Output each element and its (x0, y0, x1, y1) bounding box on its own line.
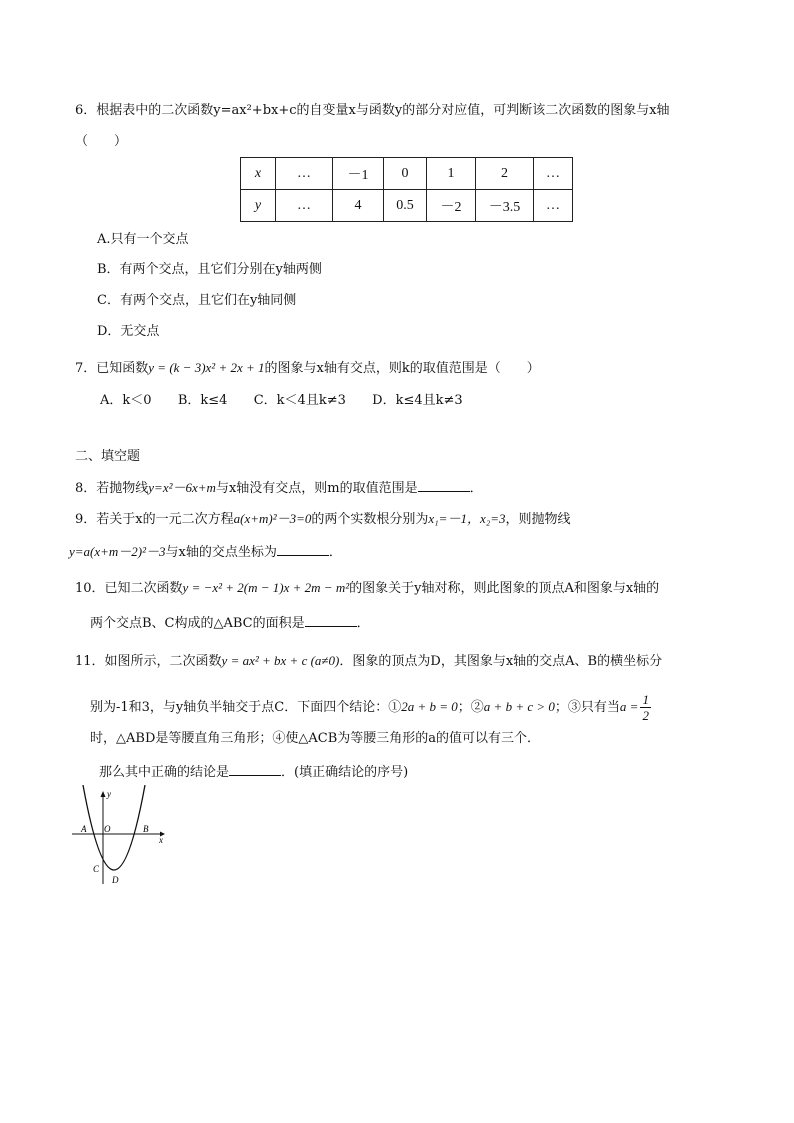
table-cell: 4 (333, 190, 384, 222)
q11-answer-blank[interactable] (229, 761, 281, 776)
q7-options (100, 391, 463, 411)
table-cell: －3.5 (476, 190, 534, 222)
q8-stem: 8．若抛物线y=x²－6x+m与x轴没有交点，则m的取值范围是 ． (75, 477, 483, 499)
q11-line3: 时，△ABD是等腰直角三角形；④使△ACB为等腰三角形的a的值可以有三个． (90, 731, 540, 746)
table-cell: x (241, 158, 276, 190)
q9-answer-blank[interactable] (277, 541, 329, 556)
q8-formula: y=x²－6x+m (148, 480, 216, 495)
point-b-label: B (143, 824, 149, 834)
q7-formula: y = (k − 3)x² + 2x + 1 (148, 360, 265, 375)
q11-line1: 11．如图所示，二次函数y = ax² + bx + c (a≠0)．图象的顶点为D，其图象与x轴的交点A、B的横坐标分 (75, 653, 663, 669)
q10-line2: 两个交点B、C构成的△ABC的面积是 ． (90, 612, 370, 634)
q8-answer-blank[interactable] (418, 477, 470, 492)
q6-answer-paren: （ ） (75, 134, 128, 149)
q7-pre: 7．已知函数 (75, 361, 149, 376)
table-cell: －1 (333, 158, 384, 190)
q7-option-c: C．k＜4且k≠3 (253, 393, 346, 408)
point-c-label: C (93, 864, 100, 874)
q6-option-c: C．有两个交点，且它们在y轴同侧 (97, 293, 297, 308)
y-axis-arrow (101, 791, 106, 797)
q11-formula: y = ax² + bx + c (a≠0) (221, 653, 340, 668)
parabola-curve (83, 785, 145, 870)
table-cell: 0 (384, 158, 427, 190)
table-row (241, 158, 573, 190)
q11-conclusion-2: a + b + c > 0 (483, 699, 555, 714)
q9-line1: 9．若关于x的一元二次方程a(x+m)²－3=0的两个实数根分别为x₁=－1，x₂=3，则抛物线 (75, 511, 571, 527)
q9-line2: y=a(x+m－2)²－3与x轴的交点坐标为 ． (69, 541, 342, 563)
table-cell: … (276, 190, 333, 222)
table-cell: … (534, 190, 573, 222)
q6-option-d: D．无交点 (97, 324, 160, 339)
table-cell: 0.5 (384, 190, 427, 222)
table-cell: －2 (427, 190, 476, 222)
q6-option-b: B．有两个交点，且它们分别在y轴两侧 (97, 262, 322, 277)
table-cell: 2 (476, 158, 534, 190)
q7-post: 的图象与x轴有交点，则k的取值范围是（ ） (264, 361, 540, 376)
section-title: 二、填空题 (75, 449, 141, 464)
parabola-figure (70, 785, 170, 887)
fraction-one-half: $\frac{1}{2}$ (642, 692, 649, 723)
q10-formula: y = −x² + 2(m − 1)x + 2m − m² (182, 580, 350, 595)
table-cell: … (276, 158, 333, 190)
q7-option-a: A．k＜0 (100, 393, 152, 408)
q7-stem (75, 358, 540, 379)
table-row (241, 190, 573, 222)
q10-answer-blank[interactable] (305, 612, 357, 627)
q9-formula: a(x+m)²－3=0 (233, 511, 312, 526)
q8-post: 与x轴没有交点，则m的取值范围是 (215, 481, 418, 496)
table-cell: y (241, 190, 276, 222)
origin-label: O (104, 824, 111, 834)
q11-line2: 别为-1和3，与y轴负半轴交于点C．下面四个结论：①2a + b = 0；②a + b + c > 0；③只有当a = $\frac{1}{2}$ (90, 692, 649, 723)
q9-parabola: y=a(x+m－2)²－3 (69, 544, 166, 559)
q8-pre: 8．若抛物线 (75, 481, 149, 496)
q6-value-table (240, 157, 573, 222)
q7-option-b: B．k≤4 (177, 393, 228, 408)
point-a-label: A (81, 824, 87, 834)
vertex-d-label: D (112, 875, 119, 885)
y-axis-label: y (107, 789, 111, 799)
q11-line4: 那么其中正确的结论是 ．(填正确结论的序号) (99, 761, 408, 783)
q6-option-a: A.只有一个交点 (97, 232, 189, 247)
q11-conclusion-3: a = (619, 699, 639, 714)
q10-line1: 10．已知二次函数y = −x² + 2(m − 1)x + 2m − m²的图象关于y轴对称，则此图象的顶点A和图象与x轴的 (75, 580, 660, 596)
table-cell: 1 (427, 158, 476, 190)
x-axis-label: x (159, 835, 163, 845)
table-cell: … (534, 158, 573, 190)
q6-stem: 6．根据表中的二次函数y=ax²+bx+c的自变量x与函数y的部分对应值，可判断该二次函数的图象与x轴 (75, 103, 670, 118)
q9-roots: x₁=－1，x₂=3 (428, 511, 506, 526)
q7-option-d: D．k≤4且k≠3 (372, 393, 463, 408)
q11-conclusion-1: 2a + b = 0 (401, 699, 458, 714)
